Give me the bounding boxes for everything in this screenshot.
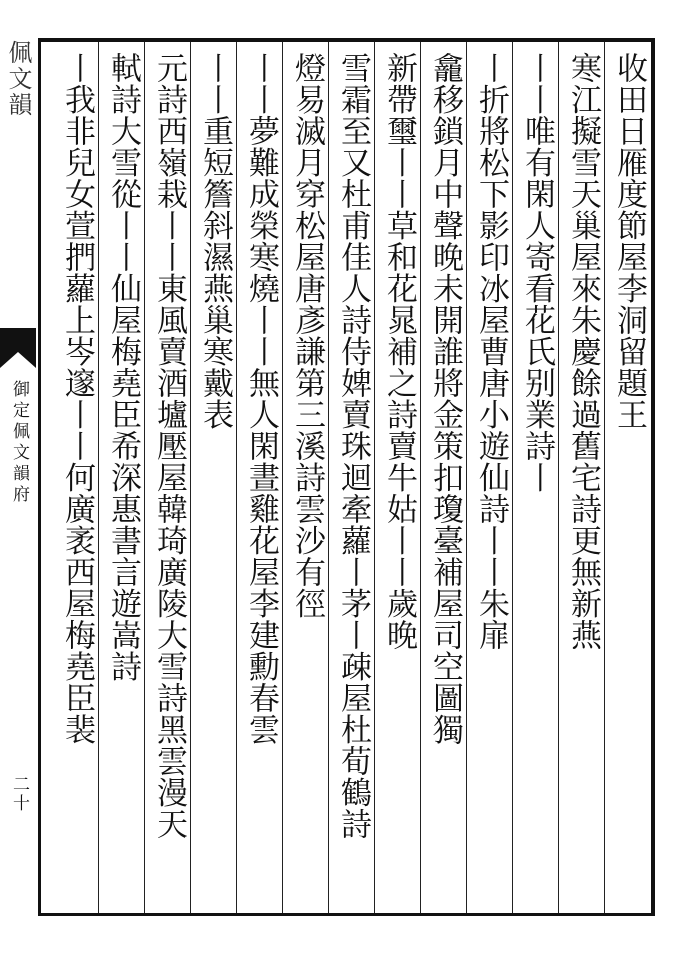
frame-border-bottom — [38, 913, 655, 916]
column-rule — [374, 42, 375, 913]
column-rule — [190, 42, 191, 913]
page-number: 二十 — [9, 775, 29, 813]
text-column: 元詩西嶺栽丨丨東風賣酒壚壓屋韓琦廣陵大雪詩黑雲漫天 — [151, 52, 187, 840]
frame-border-left — [38, 38, 41, 916]
text-column: 丨丨唯有閑人寄看花氏别業詩丨 — [519, 52, 555, 493]
text-column: 燈易滅月穿松屋唐彥謙第三溪詩雲沙有徑 — [289, 52, 325, 619]
column-rule — [466, 42, 467, 913]
column-rule — [236, 42, 237, 913]
text-column: 收田日雁度節屋李洞留題王 — [611, 52, 647, 430]
margin-strip — [0, 40, 36, 920]
text-column: 寒江擬雪天巢屋來朱慶餘過舊宅詩更無新燕 — [565, 52, 601, 651]
margin-glyphs: 佩文韻 — [4, 40, 32, 118]
column-rule — [98, 42, 99, 913]
frame-border-top — [38, 38, 655, 42]
text-column: 丨折將松下影印冰屋曹唐小遊仙詩丨丨朱扉 — [473, 52, 509, 651]
column-rule — [512, 42, 513, 913]
column-rule — [604, 42, 605, 913]
fish-tail-mark-icon — [0, 328, 36, 368]
running-title: 御定佩文韻府 — [9, 380, 29, 506]
text-column: 雪霜至又杜甫佳人詩侍婢賣珠迴牽蘿丨茅丨疎屋杜荀鶴詩 — [335, 52, 371, 840]
column-rule — [420, 42, 421, 913]
frame-border-right — [651, 38, 655, 916]
text-column: 軾詩大雪從丨丨仙屋梅堯臣希深惠書言遊嵩詩 — [105, 52, 141, 682]
column-rule — [282, 42, 283, 913]
text-column: 龕移鎖月中聲晚未開誰將金策扣瓊臺補屋司空圖獨 — [427, 52, 463, 745]
text-column: 新帶璽丨丨草和花晁補之詩賣牛姑丨丨歲晚 — [381, 52, 417, 651]
column-rule — [328, 42, 329, 913]
text-column: 丨丨重短簷斜濕燕巢寒戴表 — [197, 52, 233, 430]
column-rule — [144, 42, 145, 913]
text-column: 丨丨夢難成榮寒燒丨丨無人閑晝雞花屋李建勳春雲 — [243, 52, 279, 745]
column-rule — [558, 42, 559, 913]
text-column: 丨我非兒女萱捫蘿上岑邃丨丨何廣袤西屋梅堯臣裴 — [59, 52, 95, 745]
